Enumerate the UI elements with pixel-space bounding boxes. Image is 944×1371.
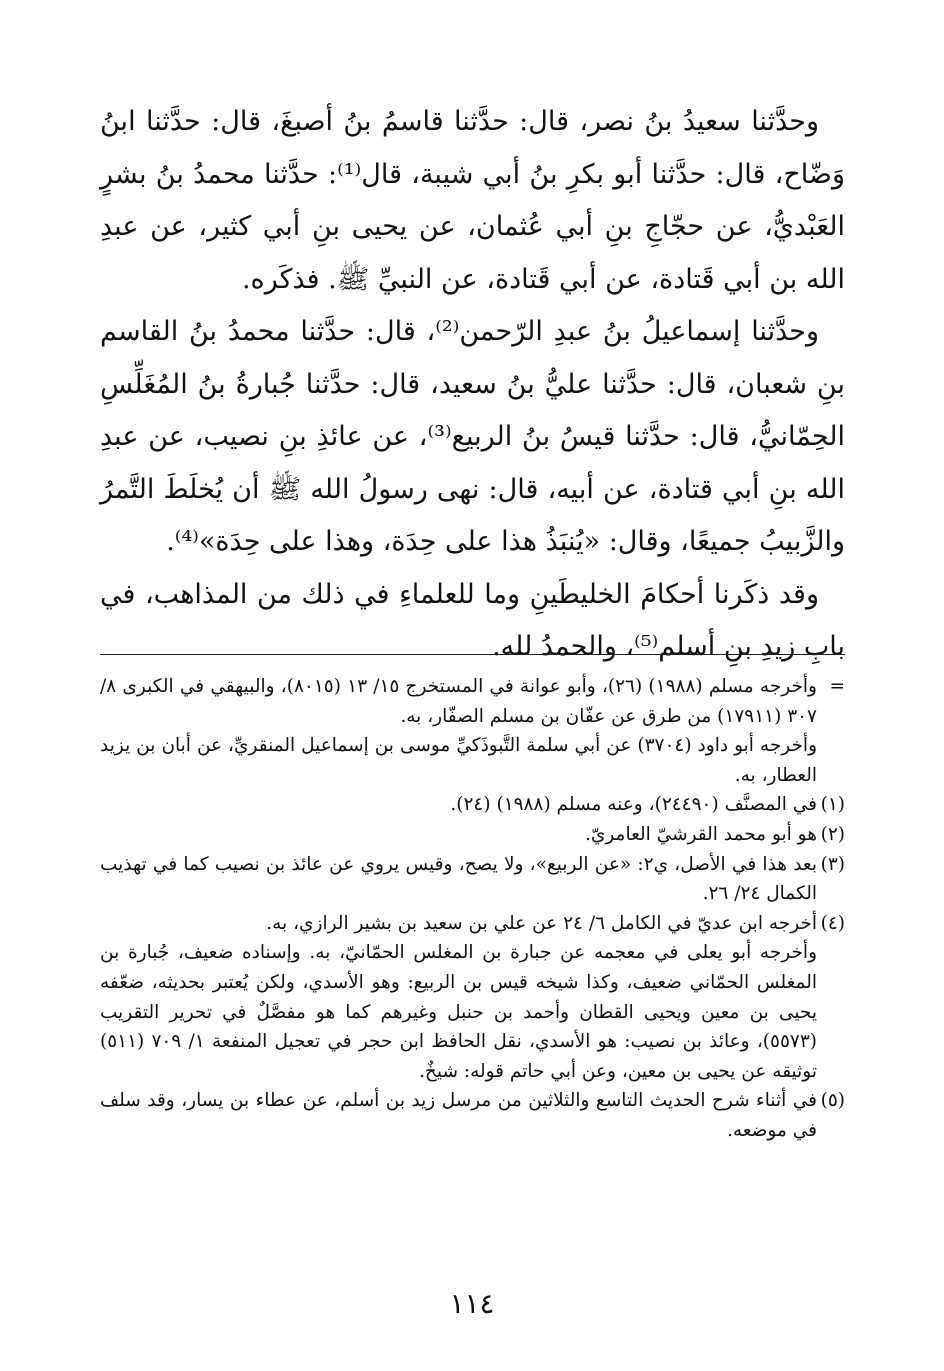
footnote-paragraph: وأخرجه أبو داود (٣٧٠٤) عن أبي سلمة التَّبوذَكيِّ موسى بن إسماعيل المنقريِّ، عن أبان بن يزيد العطار، به. [100,735,817,786]
footnote-body [100,909,817,1087]
footnote-mark: (٢) [820,823,845,845]
footnote-body [100,850,817,909]
footnote-5 [100,1086,845,1145]
footnote-mark: (١) [820,794,845,816]
footnote-paragraph: وأخرجه مسلم (١٩٨٨) (٢٦)، وأبو عوانة في المستخرج ١٥/ ١٣ (٨٠١٥)، والبيهقي في الكبرى ٨/ ٣٠٧ (١٧٩١١) من طرق عن عفّان بن مسلم الصفّار، به. [100,676,817,727]
footnote-body [100,820,817,850]
footnotes [100,672,845,1146]
footnote-3 [100,850,845,909]
footnote-body [100,790,817,820]
footnote-mark: (٤) [820,912,845,934]
footnote-paragraph: هو أبو محمد القرشيّ العامريّ. [584,823,817,845]
footnote-body [100,1086,817,1145]
footnote-1 [100,790,845,820]
main-text [100,96,845,674]
footnote-paragraph: في أثناء شرح الحديث التاسع والثلاثين من مرسل زيد بن أسلم، عن عطاء بن يسار، وقد سلف في موضعه. [100,1090,817,1141]
footnote-mark: (٣) [820,853,845,875]
page-number: ١١٤ [449,1287,495,1320]
main-paragraph: وحدَّثنا إسماعيلُ بنُ عبدِ الرّحمن⁽²⁾، قال: حدَّثنا محمدُ بنُ القاسم بنِ شعبان، قال: حدَّثنا عليُّ بنُ سعيد، قال: حدَّثنا جُبارةُ بنُ المُغَلِّسِ الحِمّانيُّ، قال: حدَّثنا قيسُ بنُ الربيع⁽³⁾، عن عائذِ بنِ نصيب، عن عبدِ الله بنِ أبي قتادة، عن أبيه، قال: نهى رسولُ الله ﷺ أن يُخلَطَ التَّمرُ والزَّبيبُ جميعًا، وقال: «يُنبَذُ هذا على حِدَة، وهذا على حِدَة»⁽⁴⁾. [100,316,845,557]
footnote-4 [100,909,845,1087]
footnote-paragraph: أخرجه ابن عديّ في الكامل ٦/ ٢٤ عن علي بن سعيد بن بشير الرازي، به. [266,912,817,934]
footnote-mark: = [829,676,845,697]
main-paragraph: وحدَّثنا سعيدُ بنُ نصر، قال: حدَّثنا قاسمُ بنُ أصبغَ، قال: حدَّثنا ابنُ وَضّاح، قال: حدَّثنا أبو بكرِ بنُ أبي شيبة، قال⁽¹⁾: حدَّثنا محمدُ بنُ بشرٍ العَبْديُّ، عن حجّاجِ بنِ أبي عُثمان، عن يحيى بنِ أبي كثير، عن عبدِ الله بن أبي قَتادة، عن أبي قَتادة، عن النبيِّ ﷺ. فذكَره. [100,106,845,295]
footnote-continuation [100,672,845,790]
footnote-paragraph: وأخرجه أبو يعلى في معجمه عن جبارة بن المغلس الحمّانيّ، به. وإسناده ضعيف، جُبارة بن المغلس الحمّاني ضعيف، وكذا شيخه قيس بن الربيع: وهو الأسدي، ولكن يُعتبر بحديثه، ضعّفه يحيى بن معين ويحيى القطان وأحمد بن حنبل وغيرهم كما هو مفصَّلٌ في تحرير التقريب (٥٥٧٣)، وعائذ بن نصيب: هو الأسدي، نقل الحافظ ابن حجر في تعجيل المنفعة ١/ ٧٠٩ (٥١١) توثيقه عن يحيى بن معين، وعن أبي حاتم قوله: شيخٌ. [100,942,817,1082]
footnote-paragraph: بعد هذا في الأصل، ي٢: «عن الربيع»، ولا يصح، وقيس يروي عن عائذ بن نصيب كما في تهذيب الكمال ٢٤/ ٢٦. [100,853,817,905]
footnote-paragraph: في المصنَّف (٢٤٤٩٠)، وعنه مسلم (١٩٨٨) (٢٤). [450,794,817,816]
main-paragraph: وقد ذكَرنا أحكامَ الخليطَينِ وما للعلماءِ في ذلك من المذاهب، في بابِ زيدِ بنِ أسلم⁽⁵⁾، والحمدُ لله. [100,578,845,662]
footnote-body [100,672,817,790]
footnote-2 [100,820,845,850]
footnote-separator [100,654,845,655]
footnote-mark: (٥) [820,1090,845,1112]
